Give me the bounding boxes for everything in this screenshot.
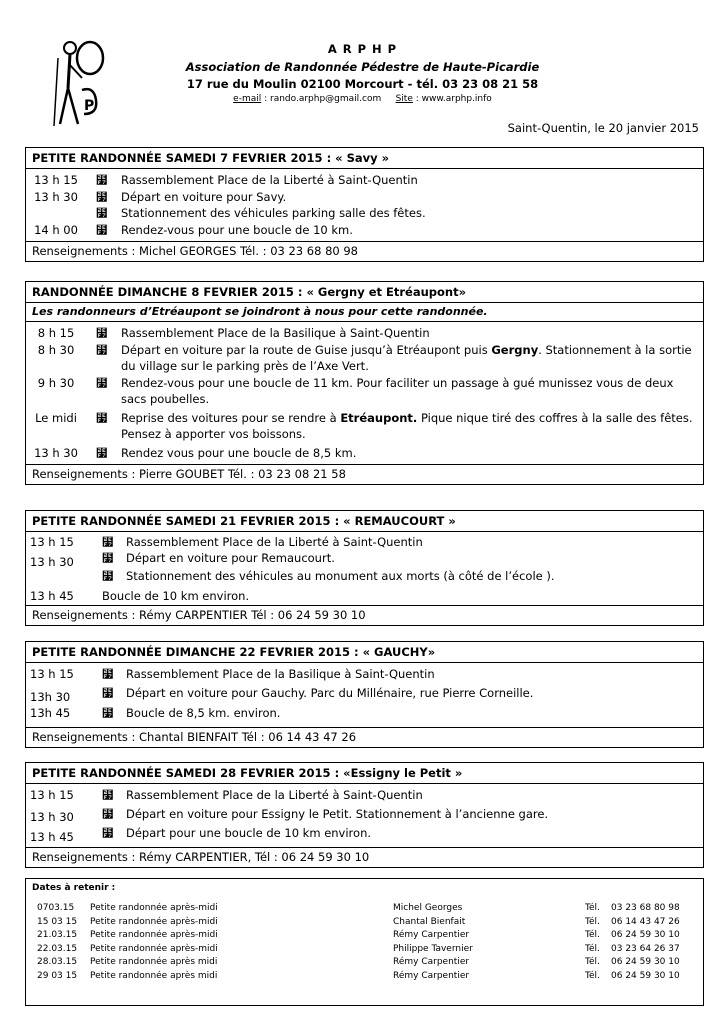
date-cell: 28.03.15 [37,957,78,967]
schedule-row [26,534,703,551]
row-text: Boucle de 8,5 km. environ. [126,706,281,720]
arrow-icon: ⻷ [96,222,108,237]
schedule-row [26,704,703,723]
section-info: Renseignements : Michel GEORGES Tél. : 03 23 68 80 98 [32,244,358,258]
row-time: 13 h 45 [30,830,74,844]
schedule-row [26,585,703,603]
email-label[interactable]: e-mail [233,94,262,104]
schedule-row [26,222,703,239]
schedule-row [26,825,703,844]
row-text [26,342,703,375]
schedule-row [26,568,703,585]
event-cell: Petite randonnée après midi [90,970,218,981]
arrow-icon: ⻷ [96,173,108,187]
event-cell: Petite randonnée après-midi [90,930,218,940]
date-cell: 21.03.15 [37,930,78,940]
row-text: Stationnement des véhicules au monument aux morts (à côté de l’école ). [126,569,555,583]
arrow-icon: ⻷ [96,445,108,460]
row-time: 9 h 30 [37,375,75,390]
row-text-a: Départ en voiture par la route de Guise jusqu’à Etréaupont puis [121,342,492,357]
row-text-b: Pique nique tiré des coffres à la salle des fêtes. Pensez à apporter vos boissons. [121,410,693,441]
tel-label: Tél. [585,916,600,927]
row-text: Rendez vous pour une boucle de 8,5 km. [121,445,357,460]
date-row [26,917,705,931]
date-cell: 29 03 15 [37,970,78,981]
row-text: Départ en voiture pour Essigny le Petit. Stationnement à l’ancienne gare. [126,807,549,821]
row-time: 13 h 30 [30,810,74,824]
row-time: 8 h 15 [37,326,75,340]
section-gergny [25,281,704,485]
arrow-icon: ⻷ [102,667,114,681]
section-essigny [25,762,704,868]
tel-label: Tél. [585,943,600,954]
row-text: Rassemblement Place de la Basilique à Saint-Quentin [126,667,435,681]
row-text: Départ en voiture pour Remaucourt. [126,551,335,565]
schedule-row [26,410,703,443]
schedule-row [26,189,703,206]
arrow-icon: ⻷ [102,706,114,720]
site-label[interactable]: Site [395,94,413,104]
event-cell: Petite randonnée après-midi [90,916,218,927]
row-text-b: . Stationnement à la sortie du village sur le parking près de l’Axe Vert. [121,342,692,373]
person-cell: Rémy Carpentier [393,970,470,981]
row-time: 13h 45 [30,706,71,720]
arrow-icon: ⻷ [102,686,114,700]
header-acronym: A R P H P [327,42,398,56]
tel-label: Tél. [585,903,600,913]
svg-text:P: P [84,98,95,114]
schedule-row [26,205,703,222]
row-time: 13h 30 [30,690,71,704]
arrow-icon: ⻷ [96,375,108,390]
schedule-row [26,325,703,342]
date-row [26,903,705,917]
row-time: 13 h 30 [30,555,74,569]
tel-cell: 03 23 64 26 37 [611,943,680,954]
section-body [26,663,703,728]
schedule-row [26,342,703,375]
row-text: Départ pour une boucle de 10 km environ. [126,826,372,840]
schedule-row [26,786,703,806]
date-row [26,930,705,944]
date-row [26,944,705,958]
section-title: RANDONNÉE DIMANCHE 8 FEVRIER 2015 : « Gergny et Etréaupont» [26,282,703,303]
row-text: Rassemblement Place de la Basilique à Saint-Quentin [121,326,430,340]
dates-table [25,878,704,1006]
section-title: PETITE RANDONNÉE SAMEDI 28 FEVRIER 2015 : «Essigny le Petit » [26,763,703,784]
row-time: 13 h 15 [30,788,74,802]
arrow-icon: ⻷ [96,342,108,357]
schedule-row [26,665,703,685]
tel-cell: 06 24 59 30 10 [611,970,680,981]
row-time: 13 h 15 [34,173,78,187]
section-body [26,322,703,465]
header-address: 17 rue du Moulin 02100 Morcourt - tél. 03 23 08 21 58 [186,77,539,91]
row-text: Rassemblement Place de la Liberté à Saint-Quentin [126,788,423,802]
arrow-icon: ⻷ [102,569,114,583]
arrow-icon: ⻷ [102,551,114,565]
row-time: 13 h 15 [30,535,74,549]
event-cell: Petite randonnée après-midi [90,903,218,913]
tel-cell: 06 24 59 30 10 [611,957,680,967]
row-time: 13 h 30 [34,189,78,204]
row-time: Le midi [35,410,77,425]
tel-label: Tél. [585,957,600,967]
row-text-bold: Etréaupont. [340,410,418,425]
row-text-bold: Gergny [491,342,539,357]
row-text-a: Reprise des voitures pour se rendre à [121,410,341,425]
row-text: Rendez-vous pour une boucle de 10 km. [121,222,353,237]
arrow-icon: ⻷ [96,326,108,340]
section-body [26,169,703,242]
section-remaucourt [25,510,704,626]
arrow-icon: ⻷ [102,788,114,802]
section-subtitle: Les randonneurs d’Etréaupont se joindront à nous pour cette randonnée. [26,303,703,322]
row-time: 13 h 30 [34,445,78,460]
row-text: Rassemblement Place de la Liberté à Saint-Quentin [126,535,423,549]
tel-cell: 03 23 68 80 98 [611,903,680,913]
event-cell: Petite randonnée après midi [90,957,218,967]
schedule-row [26,172,703,189]
arrow-icon: ⻷ [96,206,108,220]
date-cell: 0703.15 [37,903,75,913]
row-text: Boucle de 10 km environ. [102,589,250,603]
row-text: Départ en voiture pour Savy. [121,189,287,204]
tel-cell: 06 14 43 47 26 [611,916,680,927]
row-time: 8 h 30 [37,342,75,357]
date-cell: 15 03 15 [37,916,78,927]
section-body [26,532,703,606]
row-text: Rassemblement Place de la Liberté à Saint-Quentin [121,173,418,187]
event-cell: Petite randonnée après-midi [90,943,218,954]
schedule-row [26,375,703,408]
section-title: PETITE RANDONNÉE SAMEDI 21 FEVRIER 2015 : « REMAUCOURT » [26,511,703,532]
section-info: Renseignements : Chantal BIENFAIT Tél : 06 14 43 47 26 [32,730,357,744]
row-text: Stationnement des véhicules parking salle des fêtes. [121,206,426,220]
section-info: Renseignements : Rémy CARPENTIER, Tél : 06 24 59 30 10 [32,850,370,864]
email-value: : rando.arphp@gmail.com [261,94,382,104]
header-association-name: Association de Randonnée Pédestre de Haute-Picardie [185,60,540,74]
section-title: PETITE RANDONNÉE DIMANCHE 22 FEVRIER 2015 : « GAUCHY» [26,642,703,663]
row-text: Départ en voiture pour Gauchy. Parc du Millénaire, rue Pierre Corneille. [126,686,534,700]
section-body [26,784,703,848]
arrow-icon: ⻷ [96,189,108,204]
section-savy [25,147,704,262]
site-value: : www.arphp.info [412,94,492,104]
row-time: 13 h 15 [30,667,74,681]
person-cell: Michel Georges [393,903,463,913]
schedule-row [26,445,703,462]
row-text [26,410,703,443]
row-time: 14 h 00 [34,222,78,237]
person-cell: Philippe Tavernier [393,943,473,954]
schedule-row [26,685,703,704]
tel-label: Tél. [585,970,600,981]
section-title: PETITE RANDONNÉE SAMEDI 7 FEVRIER 2015 : « Savy » [26,148,703,169]
section-info: Renseignements : Pierre GOUBET Tél. : 03 23 08 21 58 [32,467,346,481]
arrow-icon: ⻷ [96,410,108,425]
row-text: Rendez-vous pour une boucle de 11 km. Pour faciliter un passage à gué munissez vous de deux sacs poubelles. [121,375,674,406]
arrow-icon: ⻷ [102,535,114,549]
person-cell: Rémy Carpentier [393,957,470,967]
arrow-icon: ⻷ [102,826,114,840]
schedule-row [26,551,703,568]
row-time: 13 h 45 [30,589,74,603]
letter-date: Saint-Quentin, le 20 janvier 2015 [507,121,699,135]
section-info: Renseignements : Rémy CARPENTIER Tél : 06 24 59 30 10 [32,608,366,622]
dates-title: Dates à retenir : [32,883,116,893]
person-cell: Chantal Bienfait [393,916,466,927]
date-row [26,971,705,985]
schedule-row [26,806,703,825]
arrow-icon: ⻷ [102,807,114,821]
person-cell: Rémy Carpentier [393,930,470,940]
header-contacts [0,94,725,104]
section-gauchy [25,641,704,748]
tel-label: Tél. [585,930,600,940]
date-cell: 22.03.15 [37,943,78,954]
date-row [26,957,705,971]
tel-cell: 06 24 59 30 10 [611,930,680,940]
